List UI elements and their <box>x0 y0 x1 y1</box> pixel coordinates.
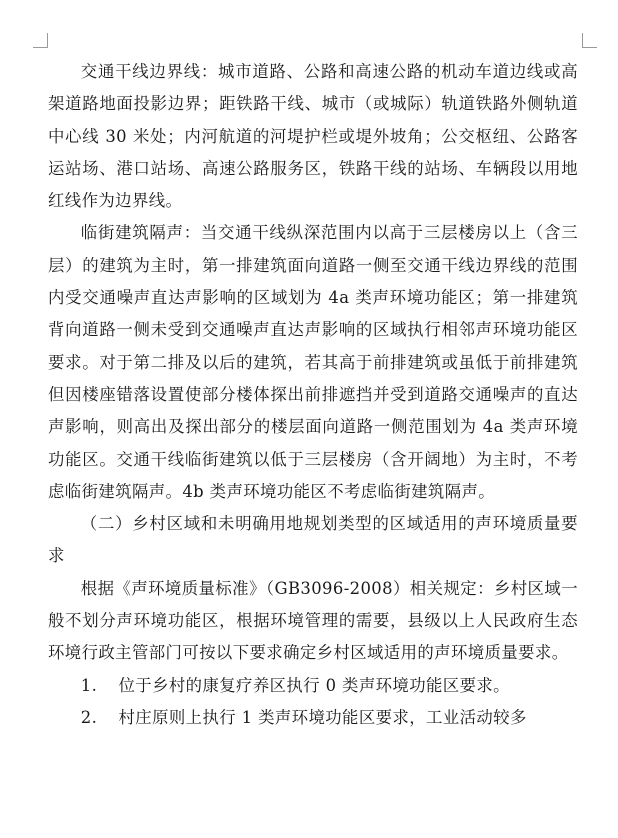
document-body <box>48 56 578 734</box>
list-item-number: 2. <box>80 707 98 727</box>
list-item-number: 1. <box>80 675 98 695</box>
section-heading-rural: （二）乡村区域和未明确用地规划类型的区域适用的声环境质量要求 <box>48 514 578 566</box>
list-item-text: 村庄原则上执行 1 类声环境功能区要求，工业活动较多 <box>118 707 527 727</box>
paragraph-standard-reference: 根据《声环境质量标准》（GB3096-2008）相关规定：乡村区域一般不划分声环境功能区，根据环境管理的需要，县级以上人民政府生态环境行政主管部门可按以下要求确定乡村区域适用的声环境质量要求。 <box>48 578 578 663</box>
list-item-text: 位于乡村的康复疗养区执行 0 类声环境功能区要求。 <box>118 675 510 695</box>
paragraph-boundary-definition: 交通干线边界线：城市道路、公路和高速公路的机动车道边线或高架道路地面投影边界；距铁路干线、城市（或城际）轨道铁路外侧轨道中心线 30 米处；内河航道的河堤护栏或堤外坡角；公交枢纽、公路客运站场、港口站场、高速公路服务区，铁路干线的站场、车辆段以用地红线作为边界线。 <box>48 62 578 211</box>
page-corner-mark-top-right <box>582 33 597 48</box>
list-item <box>48 702 578 734</box>
paragraph-street-building-insulation: 临街建筑隔声：当交通干线纵深范围内以高于三层楼房以上（含三层）的建筑为主时，第一排建筑面向道路一侧至交通干线边界线的范围内受交通噪声直达声影响的区域划为 4a 类声环境功能区；第一排建筑背向道路一侧未受到交通噪声直达声影响的区域执行相邻声环境功能区要求。对于第二排及以后的建筑，若其高于前排建筑或虽低于前排建筑但因楼座错落设置使部分楼体探出前排遮挡并受到道路交通噪声的直达声影响，则高出及探出部分的楼层面向道路一侧范围划为 4a 类声环境功能区。交通干线临街建筑以低于三层楼房（含开阔地）为主时，不考虑临街建筑隔声。4b 类声环境功能区不考虑临街建筑隔声。 <box>48 223 578 501</box>
page-corner-mark-top-left <box>33 33 48 48</box>
list-item <box>48 670 578 702</box>
